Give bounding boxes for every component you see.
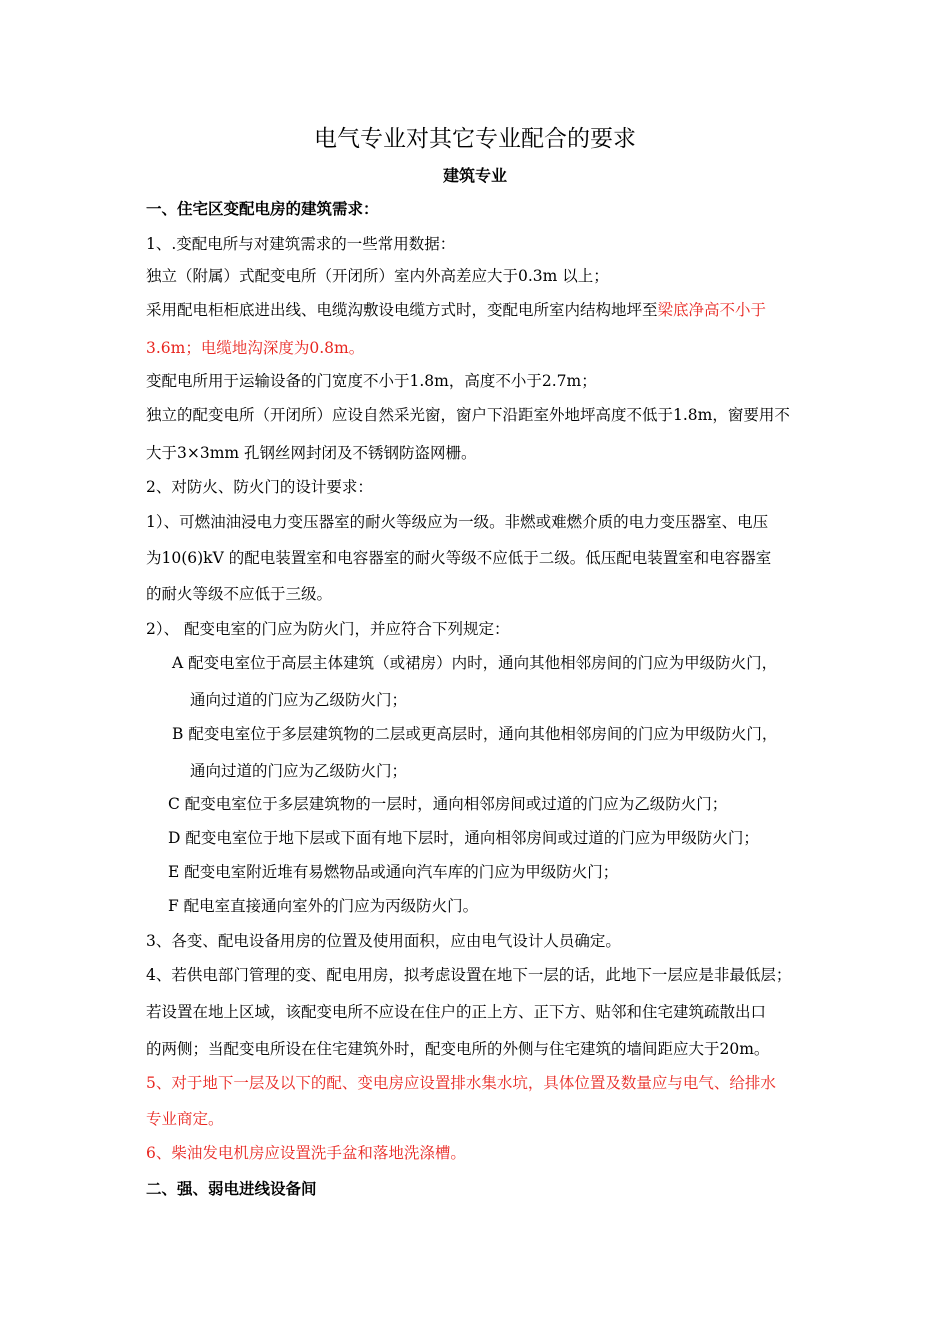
paragraph-7-line-3: 的耐火等级不应低于三级。: [146, 585, 333, 603]
item-b-line-2: 通向过道的门应为乙级防火门；: [190, 762, 408, 780]
paragraph-5-line-1: 独立的配变电所（开闭所）应设自然采光窗，窗户下沿距室外地坪高度不低于1.8m，窗要用不: [146, 406, 790, 424]
heading-1: 一、住宅区变配电房的建筑需求：: [146, 200, 379, 218]
item-f: F 配电室直接通向室外的门应为丙级防火门。: [168, 897, 479, 915]
paragraph-7-line-2: 为10(6)kV 的配电装置室和电容器室的耐火等级不应低于二级。低压配电装置室和电容器室: [146, 549, 772, 567]
paragraph-4: 变配电所用于运输设备的门宽度不小于1.8m，高度不小于2.7m；: [146, 372, 597, 390]
paragraph-10-line-3: 的两侧；当配变电所设在住宅建筑外时，配变电所的外侧与住宅建筑的墙间距应大于20m。: [146, 1040, 770, 1058]
item-d: D 配变电室位于地下层或下面有地下层时，通向相邻房间或过道的门应为甲级防火门；: [168, 829, 759, 847]
paragraph-3-line-2: 3.6m；电缆地沟深度为0.8m。: [146, 339, 365, 357]
paragraph-3-text: 采用配电柜柜底进出线、电缆沟敷设电缆方式时，变配电所室内结构地坪至: [146, 301, 658, 319]
paragraph-5-line-2: 大于3×3mm 孔钢丝网封闭及不锈钢防盗网栅。: [146, 444, 477, 462]
section-subtitle: 建筑专业: [442, 166, 507, 185]
item-a-line-2: 通向过道的门应为乙级防火门；: [190, 691, 408, 709]
item-c: C 配变电室位于多层建筑物的一层时，通向相邻房间或过道的门应为乙级防火门；: [168, 795, 728, 813]
page-title: 电气专业对其它专业配合的要求: [314, 126, 636, 152]
heading-2: 二、强、弱电进线设备间: [146, 1180, 317, 1198]
paragraph-3-line-1: [146, 300, 766, 320]
item-e: E 配变电室附近堆有易燃物品或通向汽车库的门应为甲级防火门；: [168, 863, 619, 881]
paragraph-8: 2）、 配变电室的门应为防火门，并应符合下列规定：: [146, 620, 510, 638]
paragraph-1: 1、.变配电所与对建筑需求的一些常用数据：: [146, 235, 456, 253]
paragraph-11-line-2: 专业商定。: [146, 1110, 224, 1128]
paragraph-10-line-2: 若设置在地上区域，该配变电所不应设在住户的正上方、正下方、贴邻和住宅建筑疏散出口: [146, 1003, 767, 1021]
paragraph-10-line-1: 4、若供电部门管理的变、配电用房，拟考虑设置在地下一层的话，此地下一层应是非最低层；: [146, 966, 792, 984]
paragraph-3-highlight: 梁底净高不小于: [657, 301, 767, 319]
item-a-line-1: A 配变电室位于高层主体建筑（或裙房）内时，通向其他相邻房间的门应为甲级防火门，: [172, 654, 778, 672]
item-b-line-1: B 配变电室位于多层建筑物的二层或更高层时，通向其他相邻房间的门应为甲级防火门，: [172, 725, 778, 743]
paragraph-7-line-1: 1）、可燃油油浸电力变压器室的耐火等级应为一级。非燃或难燃介质的电力变压器室、电压: [146, 513, 769, 531]
paragraph-11-line-1: 5、对于地下一层及以下的配、变电房应设置排水集水坑，具体位置及数量应与电气、给排水: [146, 1074, 776, 1092]
paragraph-12: 6、柴油发电机房应设置洗手盆和落地洗涤槽。: [146, 1144, 466, 1162]
paragraph-9: 3、各变、配电设备用房的位置及使用面积，应由电气设计人员确定。: [146, 932, 621, 950]
paragraph-6: 2、对防火、防火门的设计要求：: [146, 478, 373, 496]
paragraph-2: 独立（附属）式配变电所（开闭所）室内外高差应大于0.3m 以上；: [146, 267, 609, 285]
